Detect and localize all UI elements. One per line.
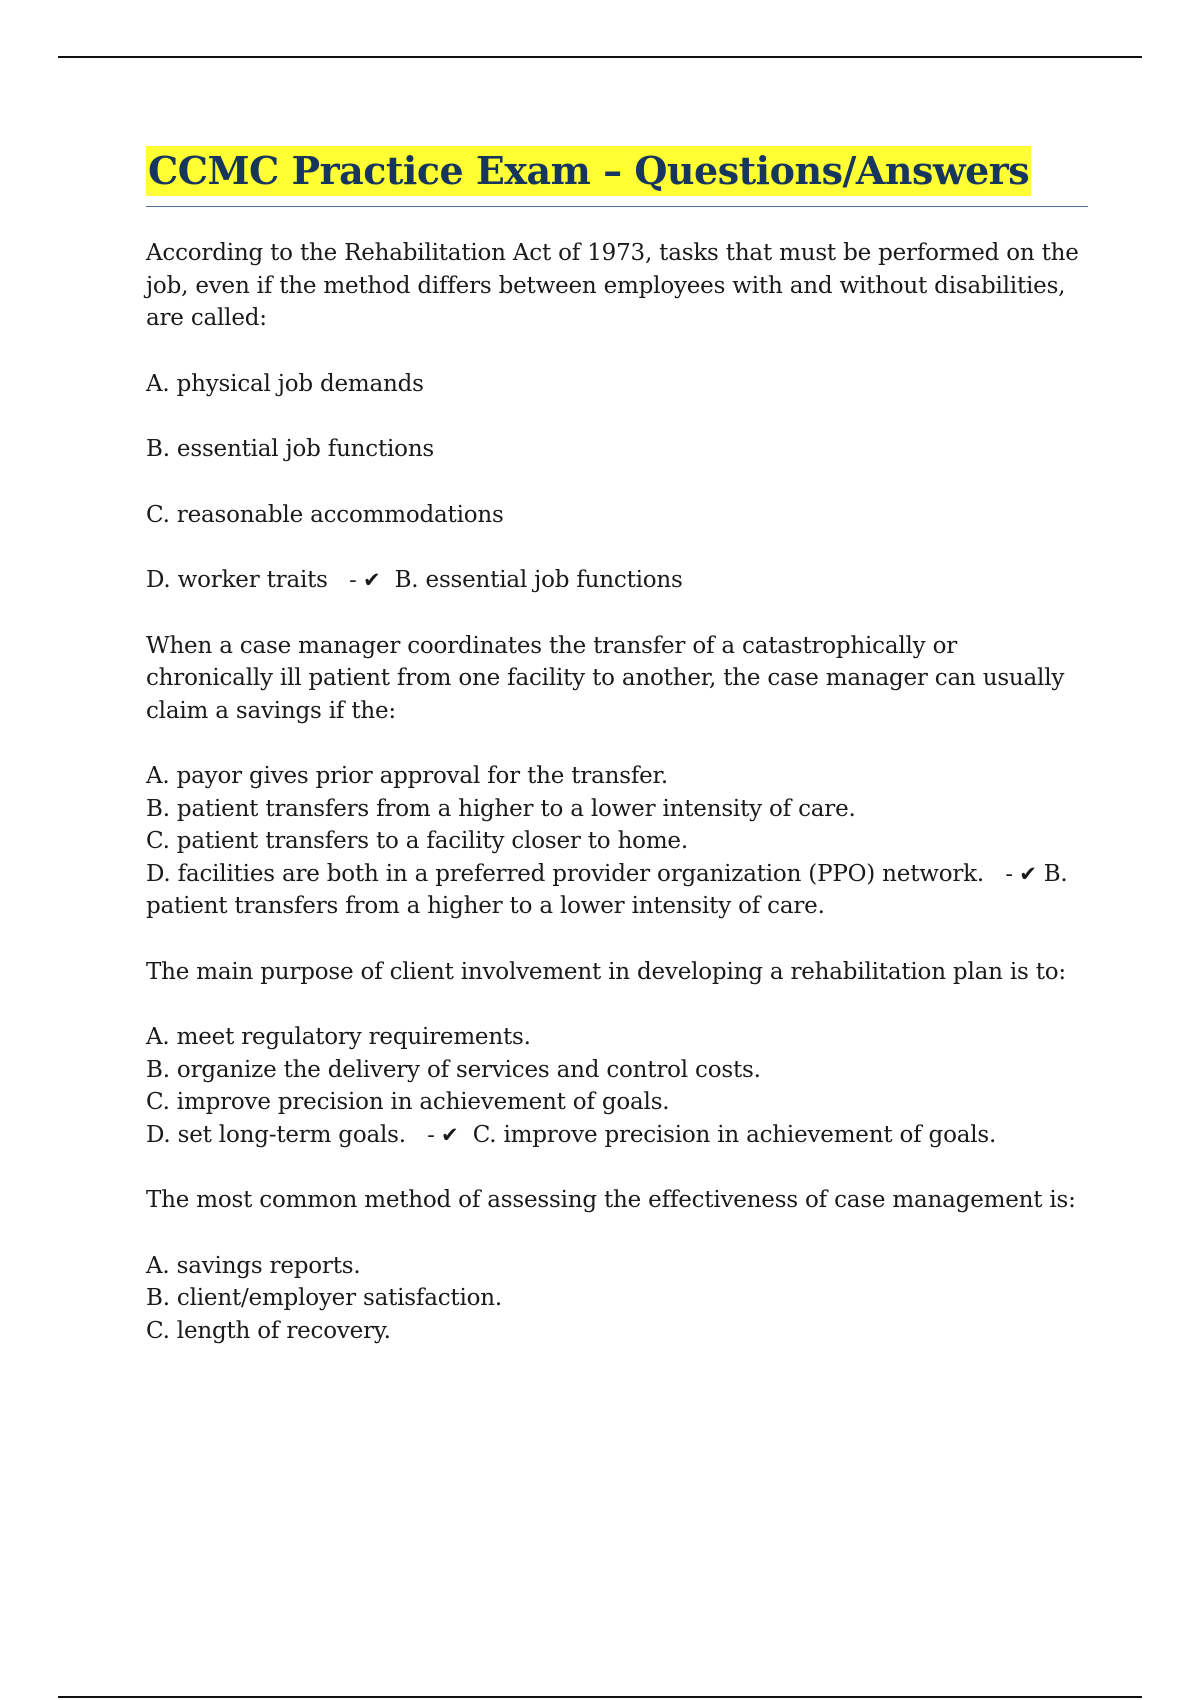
question-3-option-a: A. meet regulatory requirements. — [146, 1024, 531, 1050]
question-4-option-b: B. client/employer satisfaction. — [146, 1285, 502, 1311]
question-2-option-d-line — [146, 858, 1088, 923]
question-1-answer: B. essential job functions — [394, 567, 683, 593]
question-1-option-a: A. physical job demands — [146, 370, 424, 397]
question-1-option-d: D. worker traits — [146, 567, 328, 593]
question-1-option-d-line — [146, 564, 1088, 597]
bottom-rule — [58, 1696, 1142, 1698]
question-3-stem: The main purpose of client involvement in developing a rehabilitation plan is to: — [146, 958, 1066, 985]
question-2-option-b: B. patient transfers from a higher to a lower intensity of care. — [146, 795, 856, 822]
question-2-option-a: A. payor gives prior approval for the transfer. — [146, 763, 668, 789]
question-3-option-c: C. improve precision in achievement of goals. — [146, 1089, 670, 1115]
question-4-stem: The most common method of assessing the effectiveness of case management is: — [146, 1187, 1076, 1213]
question-2-stem: When a case manager coordinates the transfer of a catastrophically or chronically ill patient from one facility to another, the case manager can usually claim a savings if the: — [146, 632, 1065, 724]
question-2-answer-marker: - ✔ — [1005, 861, 1037, 886]
question-2-answer: B. patient transfers from a higher to a lower intensity of care. — [146, 860, 1068, 919]
title-block — [146, 146, 1088, 207]
question-1-stem: According to the Rehabilitation Act of 1973, tasks that must be performed on the job, even if the method differs between employees with and without disabilities, are called: — [146, 240, 1079, 331]
question-4-option-c: C. length of recovery. — [146, 1317, 391, 1344]
document-body — [146, 146, 1088, 1347]
question-3-option-d: D. set long-term goals. — [146, 1121, 406, 1148]
question-3-answer: C. improve precision in achievement of goals. — [472, 1121, 997, 1148]
question-3-option-d-line — [146, 1119, 1088, 1152]
question-1-option-b: B. essential job functions — [146, 436, 435, 462]
question-2-option-d: D. facilities are both in a preferred provider organization (PPO) network. — [146, 860, 985, 887]
question-3-answer-marker: - ✔ — [427, 1122, 459, 1147]
document-title: CCMC Practice Exam – Questions/Answers — [146, 146, 1031, 196]
question-1-option-c: C. reasonable accommodations — [146, 501, 504, 528]
question-4-option-a: A. savings reports. — [146, 1252, 361, 1279]
question-2-option-c: C. patient transfers to a facility closer to home. — [146, 828, 688, 854]
question-1-answer-marker: - ✔ — [349, 568, 381, 592]
question-3-option-b: B. organize the delivery of services and control costs. — [146, 1056, 761, 1083]
top-rule — [58, 56, 1142, 58]
